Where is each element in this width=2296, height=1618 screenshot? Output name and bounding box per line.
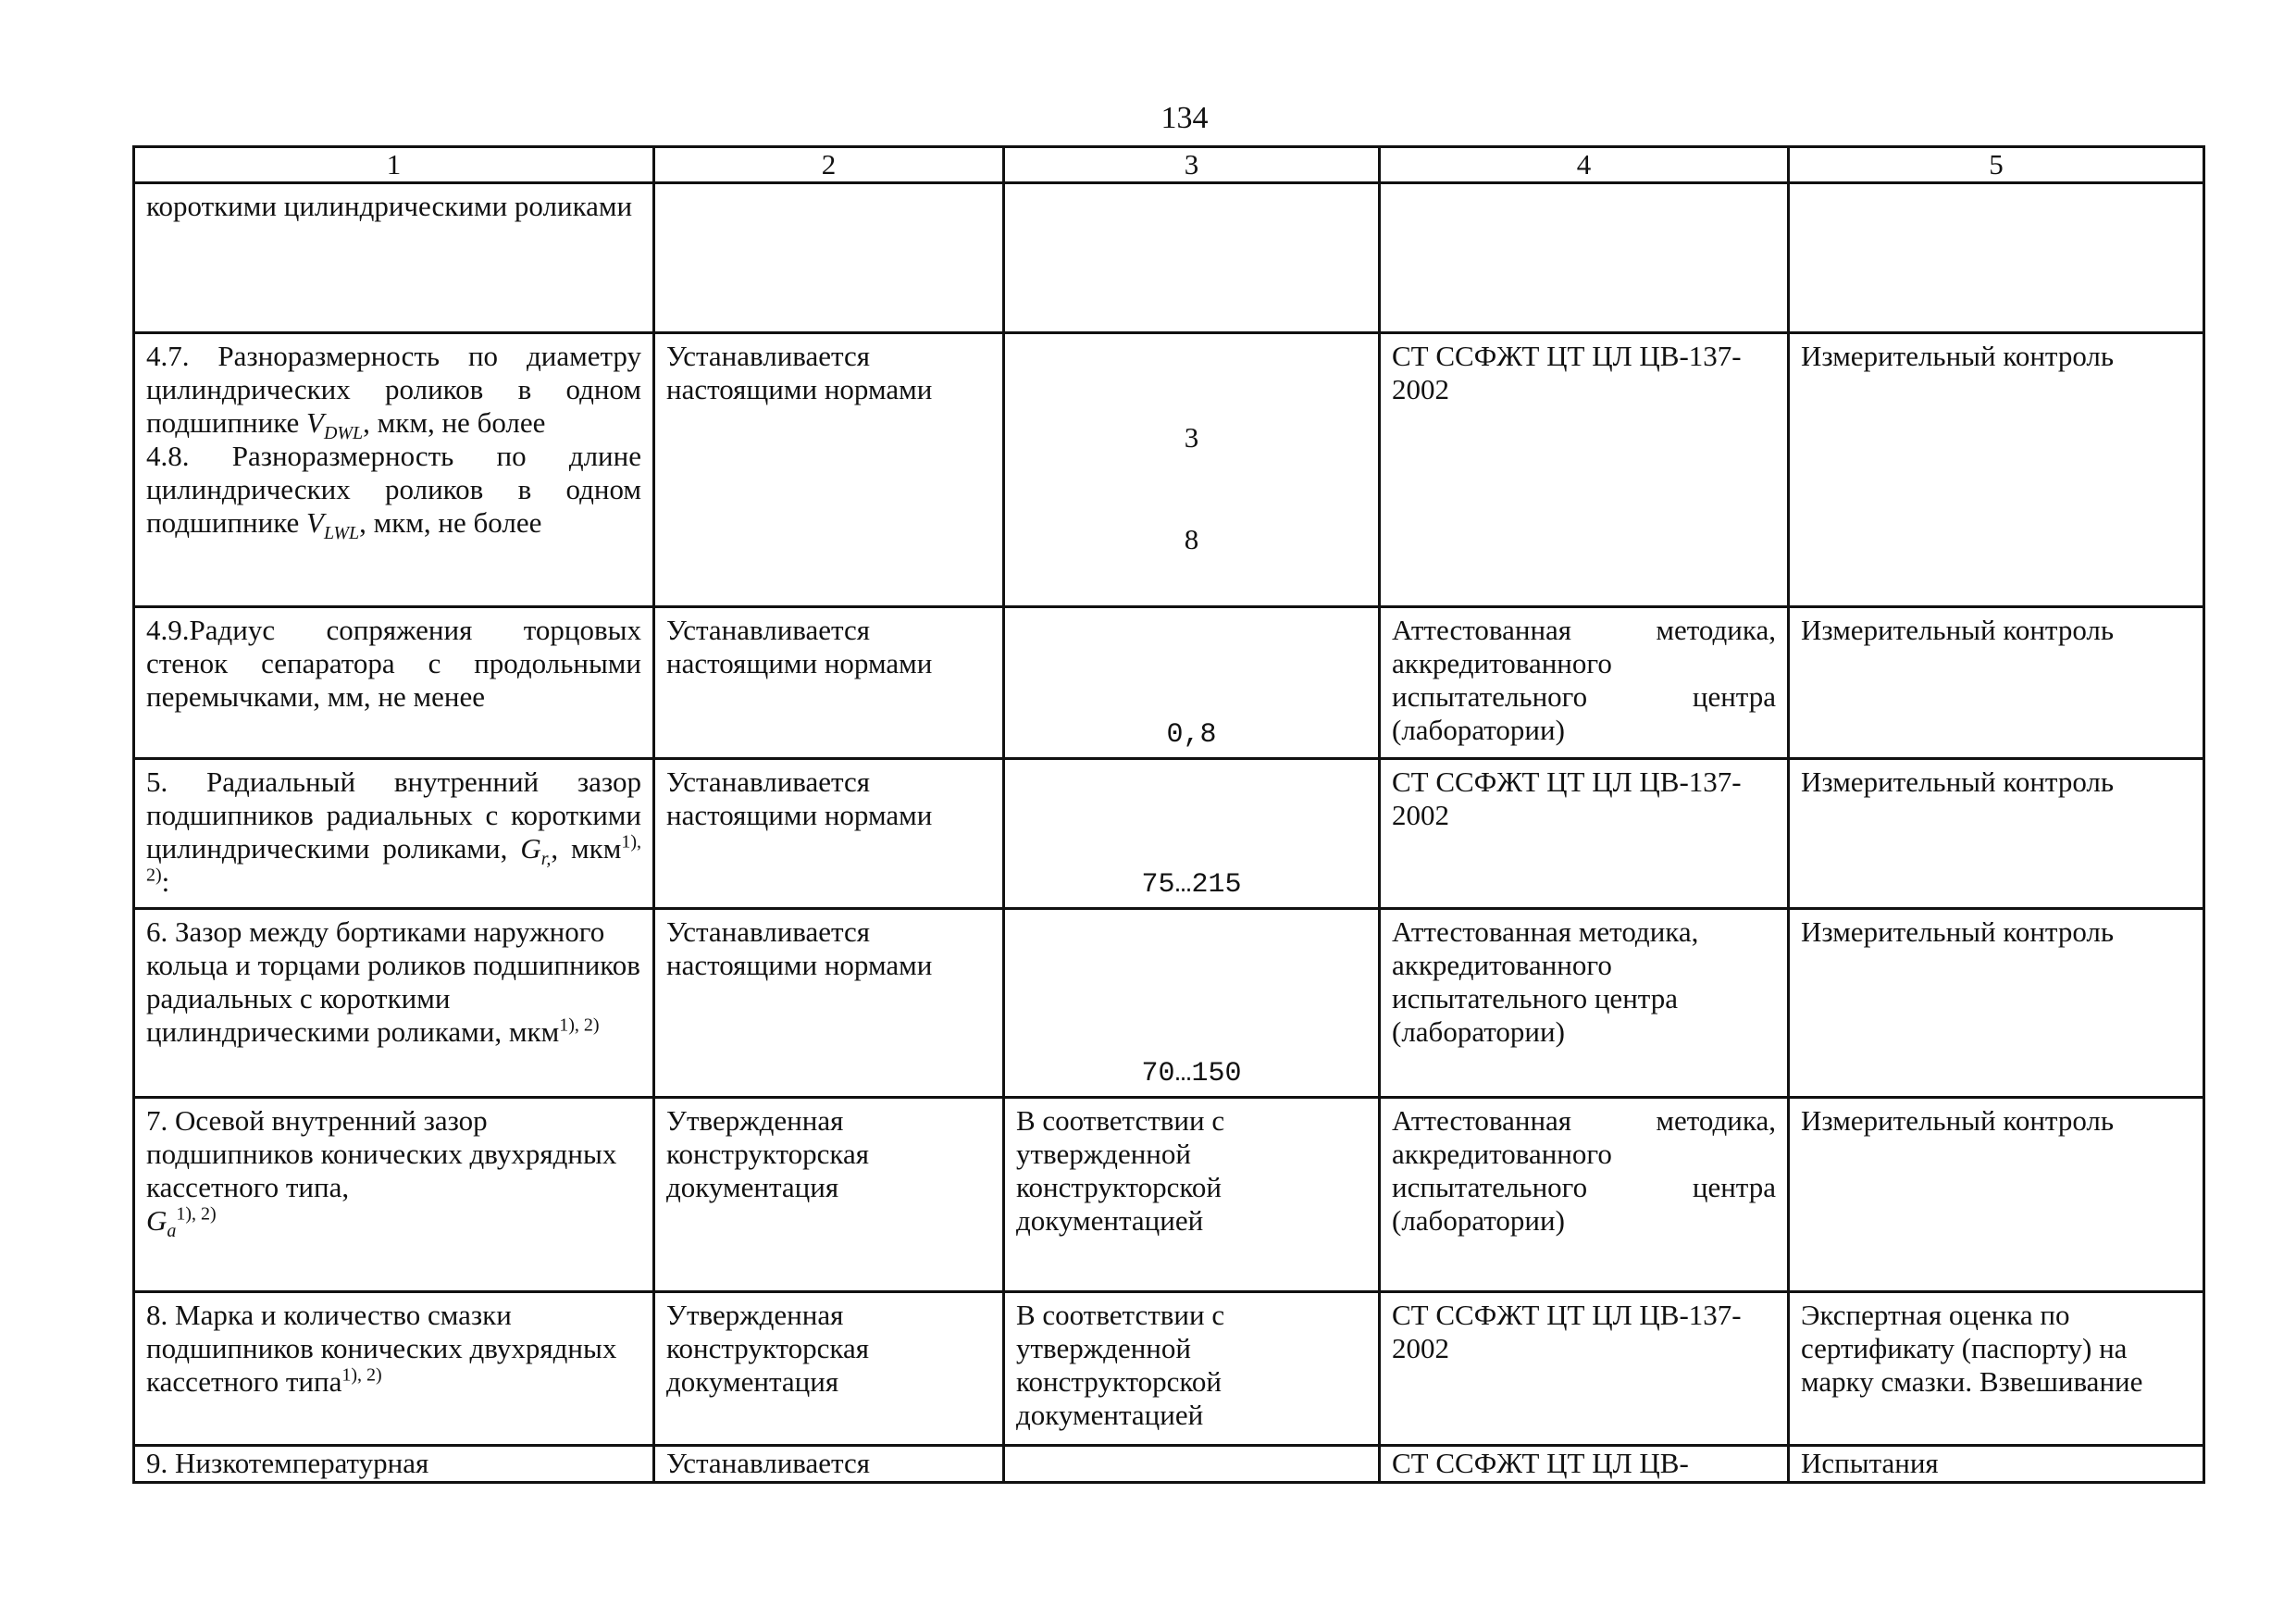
cell-control: Экспертная оценка по сертификату (паспорту) на марку смазки. Взвешивание [1789,1292,2204,1446]
cell-value: 0,8 [1004,607,1380,759]
header-col-4: 4 [1380,147,1789,183]
cell-basis: Утвержденная конструкторская документация [654,1098,1004,1292]
cell-basis: Устанавливается [654,1446,1004,1483]
param-4-8: 4.8. Разноразмерность по длине цилиндрических роликов в одном подшипнике [146,440,641,539]
cell-value: 70…150 [1004,909,1380,1098]
spec-table [132,145,2205,1484]
header-row [134,147,2204,183]
cell-method: СТ ССФЖТ ЦТ ЦЛ ЦВ-137-2002 [1380,759,1789,909]
value-4-8: 8 [1184,523,1199,555]
cell-basis: Устанавливается настоящими нормами [654,909,1004,1098]
cell-basis: Утвержденная конструкторская документация [654,1292,1004,1446]
cell-method: Аттестованная методика, аккредитованного испытательного центра (лаборатории) [1380,909,1789,1098]
cell-parameter [134,333,654,607]
param-end: : [161,865,170,898]
table-row [134,333,2204,607]
symbol-subscript: LWL [323,523,360,544]
table-row [134,183,2204,333]
cell-basis: Устанавливается настоящими нормами [654,759,1004,909]
cell-parameter [134,909,654,1098]
header-col-5: 5 [1789,147,2204,183]
table-row [134,909,2204,1098]
cell-basis [654,183,1004,333]
cell-method: СТ ССФЖТ ЦТ ЦЛ ЦВ-137-2002 [1380,333,1789,607]
footnote-ref: 1), 2) [146,831,642,886]
cell-parameter [134,1098,654,1292]
value-4-7: 3 [1184,421,1199,454]
param-text: 5. Радиальный внутренний зазор подшипников радиальных с короткими цилиндрическими роликами, [146,765,641,865]
footnote-ref: 1), 2) [176,1203,217,1225]
cell-control: Испытания [1789,1446,2204,1483]
cell-method: Аттестованная методика, аккредитованного испытательного центра (лаборатории) [1380,607,1789,759]
cell-control: Измерительный контроль [1789,333,2204,607]
header-col-3: 3 [1004,147,1380,183]
symbol-subscript: DWL [323,423,364,444]
cell-basis: Устанавливается настоящими нормами [654,607,1004,759]
param-text: 6. Зазор между бортиками наружного кольца и торцами роликов подшипников радиальных с короткими цилиндрическими роликами, мкм [146,915,640,1048]
table-row [134,607,2204,759]
table-row [134,1446,2204,1483]
symbol: G [520,832,541,865]
table-row [134,1098,2204,1292]
cell-method [1380,183,1789,333]
cell-control: Измерительный контроль [1789,1098,2204,1292]
header-col-1: 1 [134,147,654,183]
param-4-7: 4.7. Разноразмерность по диаметру цилиндрических роликов в одном подшипнике [146,340,641,439]
param-text: 7. Осевой внутренний зазор подшипников конических двухрядных кассетного типа, [146,1104,617,1203]
cell-value [1004,333,1380,607]
symbol-subscript: r, [540,849,552,870]
cell-control: Измерительный контроль [1789,607,2204,759]
cell-method: СТ ССФЖТ ЦТ ЦЛ ЦВ-137-2002 [1380,1292,1789,1446]
cell-parameter [134,759,654,909]
table-row [134,759,2204,909]
footnote-ref: 1), 2) [341,1364,382,1386]
cell-control: Измерительный контроль [1789,759,2204,909]
cell-value: В соответствии с утвержденной конструкторской документацией [1004,1292,1380,1446]
cell-value: В соответствии с утвержденной конструкторской документацией [1004,1098,1380,1292]
param-tail: , мкм, не более [359,506,542,539]
symbol: V [306,406,324,439]
cell-value [1004,183,1380,333]
symbol-subscript: a [167,1221,177,1242]
param-tail: , мкм [551,832,622,865]
symbol: G [146,1204,168,1237]
cell-method: СТ ССФЖТ ЦТ ЦЛ ЦВ- [1380,1446,1789,1483]
param-tail: , мкм, не более [363,406,546,439]
cell-method: Аттестованная методика, аккредитованного испытательного центра (лаборатории) [1380,1098,1789,1292]
cell-value: 75…215 [1004,759,1380,909]
cell-parameter: 9. Низкотемпературная [134,1446,654,1483]
table-row [134,1292,2204,1446]
param-text: 8. Марка и количество смазки подшипников конических двухрядных кассетного типа [146,1299,617,1398]
footnote-ref: 1), 2) [559,1014,600,1036]
cell-parameter: 4.9.Радиус сопряжения торцовых стенок сепаратора с продольными перемычками, мм, не менее [134,607,654,759]
symbol: V [306,506,324,539]
cell-control: Измерительный контроль [1789,909,2204,1098]
cell-parameter: короткими цилиндрическими роликами [134,183,654,333]
header-col-2: 2 [654,147,1004,183]
cell-control [1789,183,2204,333]
cell-basis: Устанавливается настоящими нормами [654,333,1004,607]
cell-value [1004,1446,1380,1483]
page-number: 134 [1160,101,1209,135]
cell-parameter [134,1292,654,1446]
